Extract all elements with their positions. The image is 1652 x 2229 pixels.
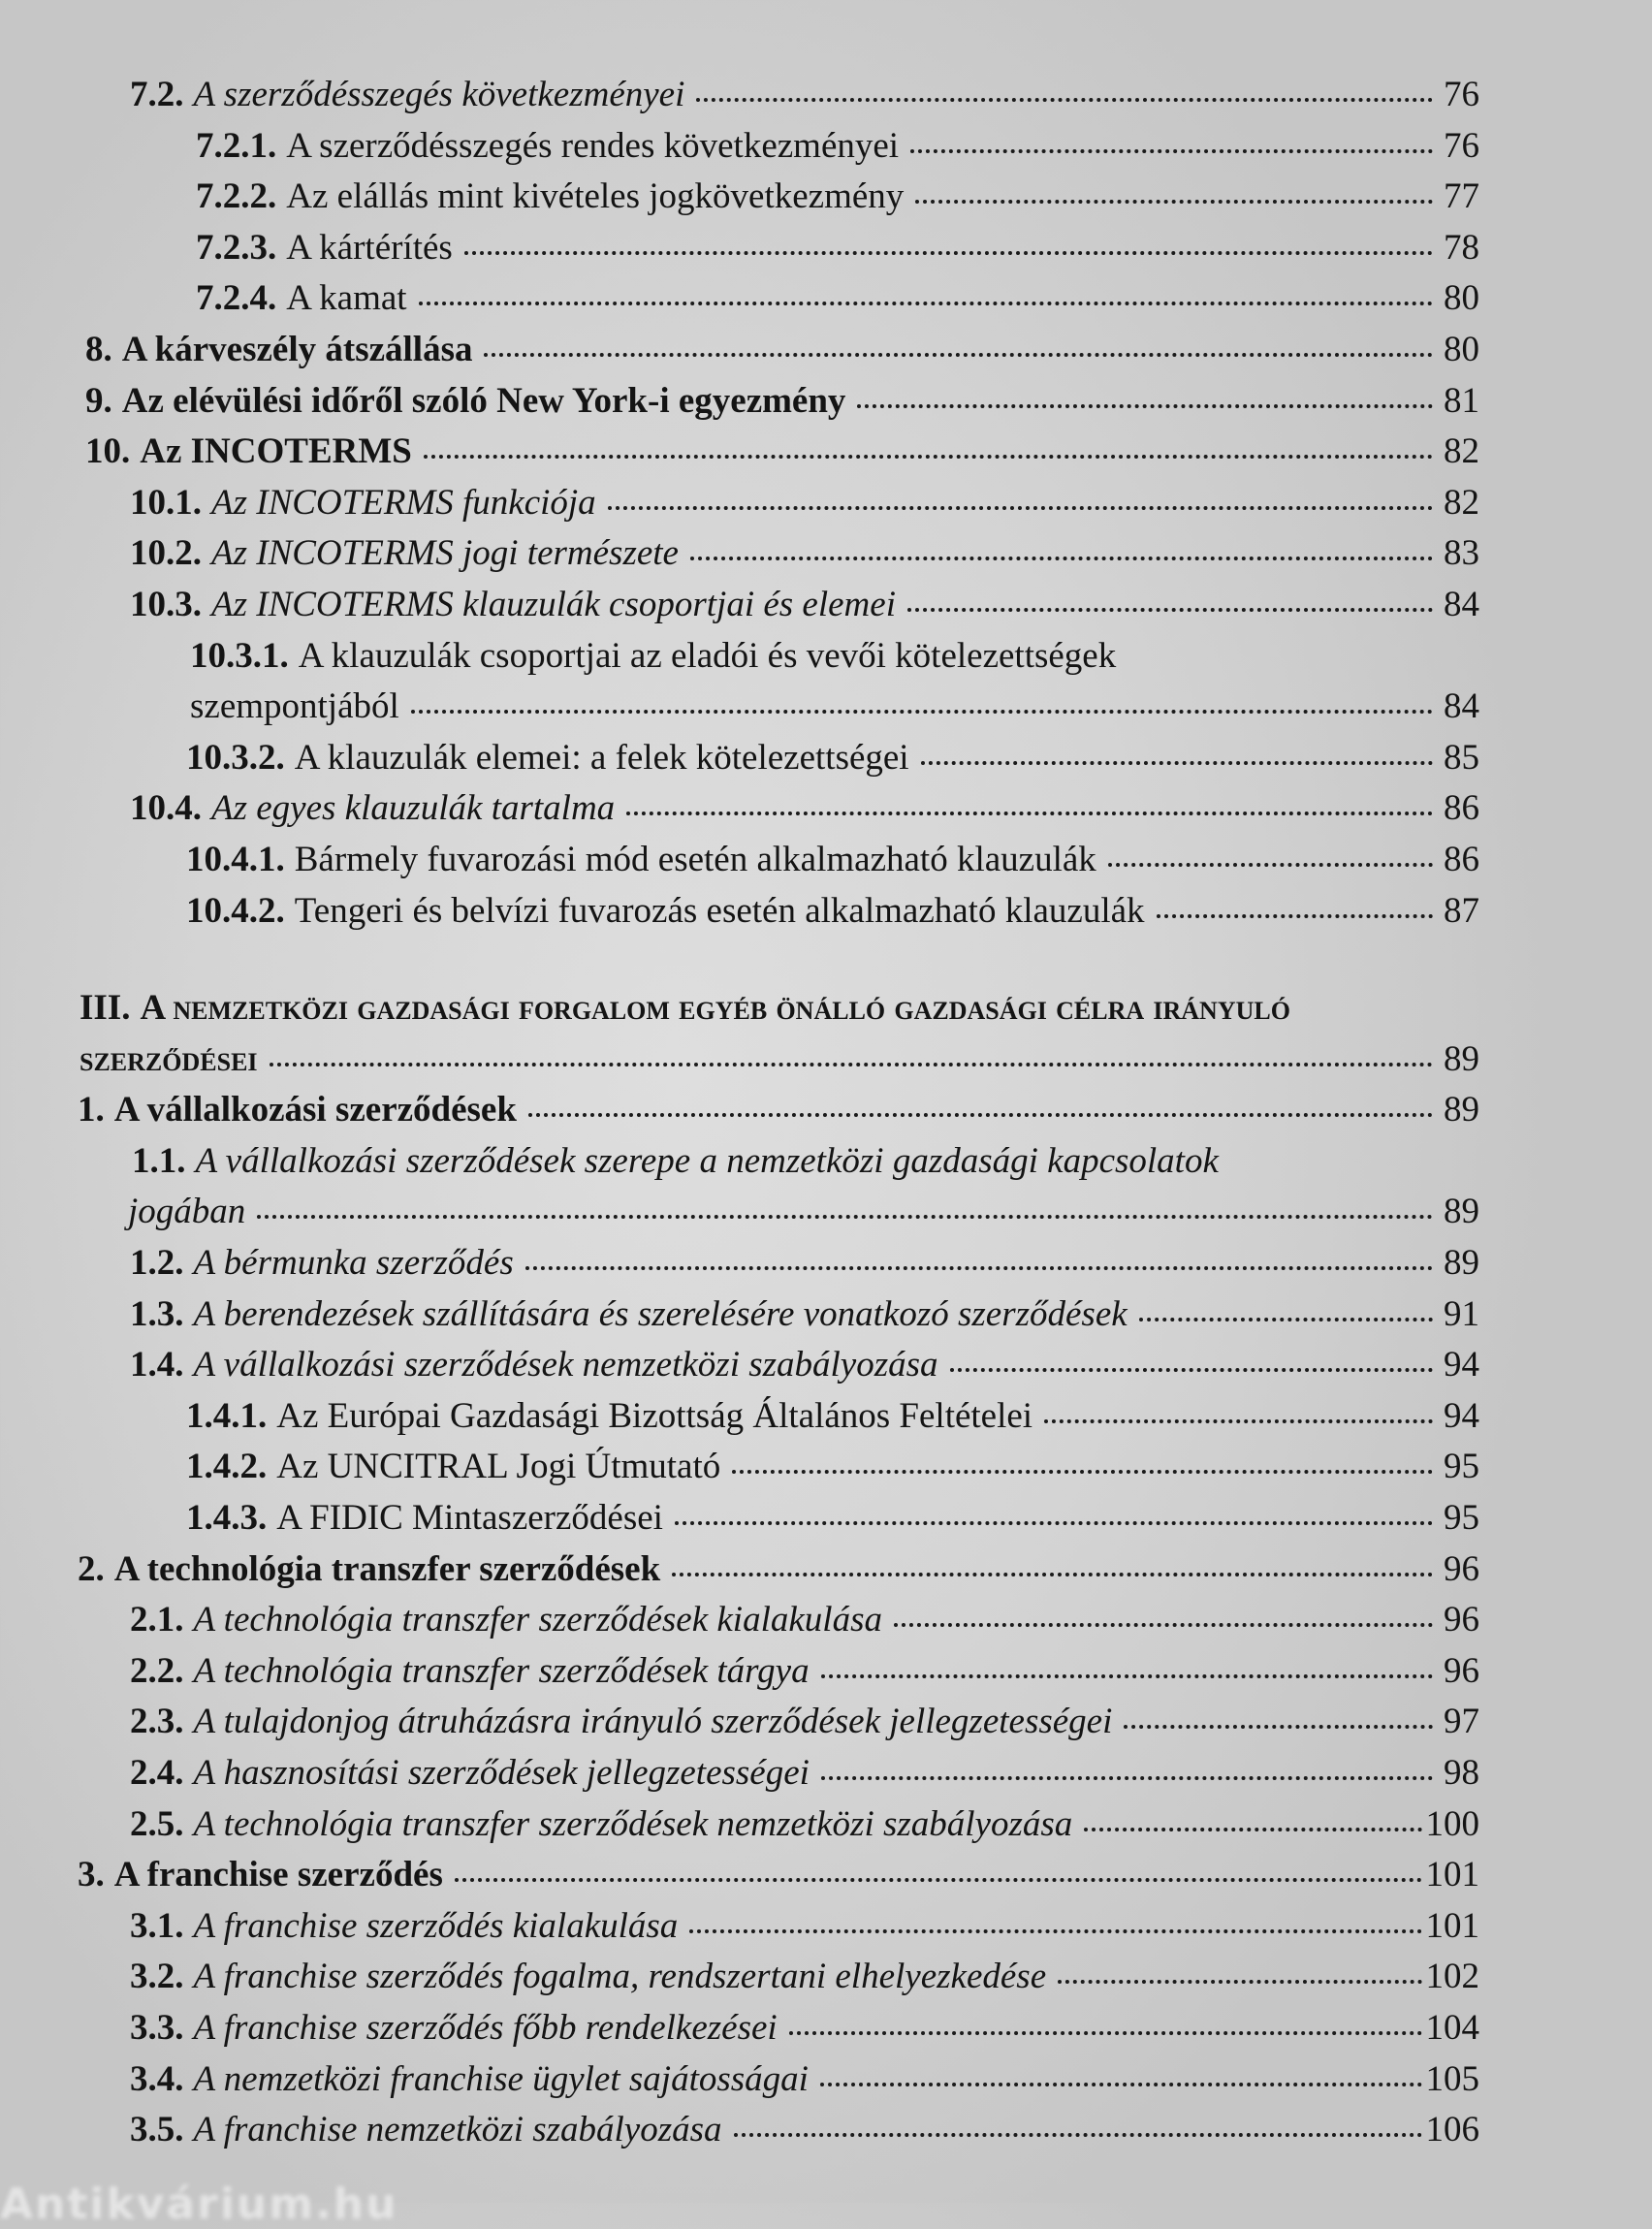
- page-number: 84: [1444, 584, 1479, 624]
- section-title: A technológia transzfer szerződések: [113, 1548, 661, 1589]
- section-title: Az INCOTERMS klauzulák csoportjai és elemei: [211, 584, 896, 624]
- toc-entry: [0, 1290, 1652, 1341]
- page-number: 89: [1444, 1038, 1479, 1079]
- section-title: A hasznosítási szerződések jellegzetességei: [193, 1753, 810, 1793]
- section-title: A kártérítés: [286, 227, 453, 268]
- page-number: 98: [1444, 1753, 1479, 1793]
- toc-entry: [0, 733, 1652, 784]
- section-number: 10.4.2.: [186, 890, 285, 931]
- section-title: A vállalkozási szerződések nemzetközi szabályozása: [193, 1345, 938, 1385]
- dot-leader: [910, 149, 1433, 153]
- section-number: 8.: [85, 329, 112, 369]
- dot-leader: [626, 812, 1433, 815]
- page-number: 77: [1444, 176, 1479, 217]
- section-number: 3.2.: [130, 1957, 184, 1997]
- page-number: 96: [1444, 1548, 1479, 1589]
- section-title: A bérmunka szerződés: [193, 1243, 514, 1284]
- page-number: 86: [1444, 788, 1479, 829]
- page-number: 84: [1444, 686, 1479, 727]
- section-title: Az elállás mint kivételes jogkövetkezmény: [286, 176, 905, 217]
- page-number: 106: [1425, 2110, 1479, 2150]
- page-number: 96: [1444, 1600, 1479, 1640]
- section-number: 10.: [85, 431, 131, 472]
- toc-entry: [0, 2003, 1652, 2054]
- page-number: 83: [1444, 533, 1479, 574]
- section-title-continued: szempontjából: [190, 686, 399, 727]
- table-of-contents: [0, 70, 1652, 2156]
- page-number: 94: [1444, 1345, 1479, 1385]
- toc-entry: [0, 1493, 1652, 1544]
- dot-leader: [1108, 863, 1433, 867]
- dot-leader: [411, 710, 1433, 714]
- section-title: A technológia transzfer szerződések tárgya: [193, 1650, 810, 1691]
- section-title: A franchise nemzetközi szabályozása: [193, 2110, 722, 2150]
- section-number: 2.1.: [130, 1600, 184, 1640]
- toc-entry: [0, 1340, 1652, 1391]
- dot-leader: [608, 506, 1433, 510]
- page-number: 101: [1425, 1905, 1479, 1946]
- page-number: 94: [1444, 1395, 1479, 1436]
- section-title: Az egyes klauzulák tartalma: [211, 788, 616, 829]
- section-title: A FIDIC Mintaszerződései: [276, 1498, 663, 1539]
- toc-entry: [0, 2105, 1652, 2156]
- dot-leader: [789, 2031, 1422, 2035]
- dot-leader: [1157, 914, 1433, 918]
- watermark: Antikvárium.hu: [0, 2180, 398, 2229]
- page-number: 102: [1425, 1957, 1479, 1997]
- page-number: 96: [1444, 1650, 1479, 1691]
- dot-leader: [419, 302, 1433, 305]
- section-number: 1.4.2.: [186, 1447, 268, 1487]
- section-number: 7.2.3.: [196, 227, 277, 268]
- dot-leader: [734, 2133, 1422, 2137]
- toc-entry: [0, 1442, 1652, 1493]
- section-title: Az INCOTERMS funkciója: [211, 482, 596, 523]
- page-number: 82: [1444, 482, 1479, 523]
- section-title: A kamat: [286, 278, 407, 319]
- page-number: 80: [1444, 329, 1479, 369]
- toc-entry: [0, 1952, 1652, 2003]
- page-number: 89: [1444, 1243, 1479, 1284]
- toc-entry: [0, 1850, 1652, 1901]
- section-title: Az UNCITRAL Jogi Útmutató: [276, 1447, 721, 1487]
- dot-leader: [672, 1573, 1433, 1576]
- toc-entry: [0, 1187, 1652, 1238]
- dot-leader: [857, 404, 1433, 408]
- section-title: A tulajdonjog átruházásra irányuló szerződések jellegzetességei: [193, 1702, 1113, 1742]
- section-number: 2.3.: [130, 1702, 184, 1742]
- toc-entry: [0, 427, 1652, 478]
- section-number: 2.: [78, 1548, 105, 1589]
- toc-entry: [0, 528, 1652, 580]
- toc-entry: [0, 2054, 1652, 2106]
- dot-leader: [821, 1674, 1433, 1678]
- section-number: 3.1.: [130, 1905, 184, 1946]
- toc-entry: [0, 1238, 1652, 1290]
- section-number: 1.1.: [132, 1140, 186, 1181]
- toc-entry: [0, 121, 1652, 173]
- dot-leader: [455, 1878, 1422, 1882]
- page-number: 82: [1444, 431, 1479, 472]
- dot-leader: [1139, 1318, 1433, 1321]
- section-number: 1.3.: [130, 1293, 184, 1334]
- section-number: 3.4.: [130, 2058, 184, 2099]
- dot-leader: [696, 98, 1433, 102]
- dot-leader: [732, 1470, 1433, 1474]
- page-number: 89: [1444, 1192, 1479, 1232]
- section-number: 1.4.1.: [186, 1395, 268, 1436]
- page-number: 95: [1444, 1498, 1479, 1539]
- toc-entry: [0, 682, 1652, 733]
- page-number: 100: [1425, 1803, 1479, 1844]
- part-number: III.: [79, 988, 131, 1029]
- toc-entry: [0, 223, 1652, 274]
- dot-leader: [257, 1215, 1433, 1219]
- toc-entry: [0, 273, 1652, 325]
- toc-entry: [0, 1748, 1652, 1799]
- section-number: 10.3.2.: [186, 737, 285, 778]
- section-number: 2.4.: [130, 1753, 184, 1793]
- section-gap: [0, 937, 1652, 983]
- section-title: A technológia transzfer szerződések nemzetközi szabályozása: [193, 1803, 1073, 1844]
- dot-leader: [820, 2083, 1422, 2086]
- section-title: A nemzetközi franchise ügylet sajátosságai: [193, 2058, 809, 2099]
- section-number: 2.5.: [130, 1803, 184, 1844]
- section-number: 10.3.: [130, 584, 202, 624]
- dot-leader: [950, 1368, 1433, 1372]
- page-number: 97: [1444, 1702, 1479, 1742]
- page-number: 104: [1425, 2007, 1479, 2048]
- dot-leader: [675, 1521, 1433, 1525]
- section-title: A szerződésszegés rendes következményei: [286, 125, 900, 166]
- dot-leader: [270, 1063, 1433, 1067]
- section-title: A vállalkozási szerződések: [113, 1090, 517, 1130]
- section-number: 7.2.1.: [196, 125, 277, 166]
- dot-leader: [821, 1776, 1433, 1780]
- dot-leader: [525, 1266, 1433, 1270]
- section-title: Az INCOTERMS jogi természete: [211, 533, 679, 574]
- section-number: 1.: [78, 1090, 105, 1130]
- dot-leader: [690, 557, 1433, 560]
- section-title: Az elévülési időről szóló New York-i egyezmény: [121, 380, 846, 421]
- section-title: A franchise szerződés kialakulása: [193, 1905, 679, 1946]
- toc-entry: [0, 172, 1652, 223]
- part-heading: [0, 1035, 1652, 1086]
- page-number: 76: [1444, 125, 1479, 166]
- toc-entry: [0, 1697, 1652, 1748]
- dot-leader: [915, 200, 1433, 204]
- page-number: 85: [1444, 737, 1479, 778]
- section-title: Bármely fuvarozási mód esetén alkalmazható klauzulák: [294, 839, 1096, 879]
- section-number: 1.2.: [130, 1243, 184, 1284]
- dot-leader: [921, 761, 1433, 765]
- toc-entry: [0, 325, 1652, 376]
- section-number: 7.2.: [130, 75, 184, 114]
- section-title: A franchise szerződés fogalma, rendszertani elhelyezkedése: [193, 1957, 1047, 1997]
- section-title: A berendezések szállítására és szerelésére vonatkozó szerződések: [193, 1293, 1128, 1334]
- dot-leader: [424, 455, 1433, 459]
- page-number: 101: [1425, 1855, 1479, 1895]
- section-title: A franchise szerződés főbb rendelkezései: [193, 2007, 778, 2048]
- dot-leader: [484, 353, 1433, 357]
- section-number: 10.4.: [130, 788, 202, 829]
- page-number: 87: [1444, 890, 1479, 931]
- toc-entry: [0, 1595, 1652, 1646]
- section-number: 7.2.4.: [196, 278, 277, 319]
- toc-entry: [0, 478, 1652, 529]
- toc-entry-line1: [0, 1136, 1652, 1188]
- dot-leader: [1058, 1980, 1421, 1984]
- page-number: 76: [1444, 75, 1479, 114]
- section-title: A klauzulák elemei: a felek kötelezettségei: [294, 737, 909, 778]
- toc-entry: [0, 1391, 1652, 1443]
- dot-leader: [528, 1113, 1433, 1117]
- page-number: 89: [1444, 1090, 1479, 1130]
- toc-entry: [0, 886, 1652, 938]
- dot-leader: [1084, 1828, 1421, 1831]
- part-title-continued: szerződései: [79, 1038, 258, 1079]
- section-number: 10.2.: [130, 533, 202, 574]
- dot-leader: [907, 608, 1433, 612]
- section-title: A vállalkozási szerződések szerepe a nemzetközi gazdasági kapcsolatok: [195, 1140, 1219, 1181]
- toc-entry: [0, 376, 1652, 428]
- toc-entry: [0, 783, 1652, 835]
- section-number: 3.5.: [130, 2110, 184, 2150]
- section-title: A klauzulák csoportjai az eladói és vevői kötelezettségek: [298, 635, 1117, 676]
- page-number: 91: [1444, 1293, 1479, 1334]
- page-number: 86: [1444, 839, 1479, 879]
- toc-entry: [0, 1901, 1652, 1953]
- section-title: A technológia transzfer szerződések kialakulása: [193, 1600, 882, 1640]
- toc-entry: [0, 1646, 1652, 1698]
- section-title-continued: jogában: [128, 1192, 246, 1232]
- part-title: A nemzetközi gazdasági forgalom egyéb önálló gazdasági célra irányuló: [140, 988, 1290, 1029]
- section-number: 3.: [78, 1855, 105, 1895]
- page-number: 95: [1444, 1447, 1479, 1487]
- section-number: 10.3.1.: [190, 635, 289, 676]
- toc-entry: [0, 1085, 1652, 1136]
- section-title: A franchise szerződés: [113, 1855, 443, 1895]
- section-title: Tengeri és belvízi fuvarozás esetén alkalmazható klauzulák: [294, 890, 1145, 931]
- section-number: 9.: [85, 380, 112, 421]
- page-number: 80: [1444, 278, 1479, 319]
- toc-entry-line1: [0, 631, 1652, 683]
- dot-leader: [689, 1929, 1421, 1933]
- section-number: 1.4.: [130, 1345, 184, 1385]
- section-number: 7.2.2.: [196, 176, 277, 217]
- page-number: 105: [1425, 2058, 1479, 2099]
- dot-leader: [894, 1623, 1433, 1627]
- toc-entry: [0, 580, 1652, 631]
- dot-leader: [1124, 1725, 1433, 1729]
- section-number: 2.2.: [130, 1650, 184, 1691]
- toc-entry: [0, 1544, 1652, 1596]
- section-title: Az Európai Gazdasági Bizottság Általános Feltételei: [276, 1395, 1033, 1436]
- page-number: 78: [1444, 227, 1479, 268]
- section-number: 10.4.1.: [186, 839, 285, 879]
- dot-leader: [464, 251, 1433, 255]
- section-number: 1.4.3.: [186, 1498, 268, 1539]
- toc-entry: [0, 1799, 1652, 1851]
- toc-entry: [0, 70, 1652, 121]
- page-number: 81: [1444, 380, 1479, 421]
- section-title: A szerződésszegés következményei: [193, 75, 685, 114]
- part-heading-line1: [0, 983, 1652, 1035]
- section-number: 10.1.: [130, 482, 202, 523]
- section-title: Az INCOTERMS: [140, 431, 412, 472]
- dot-leader: [1044, 1419, 1433, 1423]
- section-title: A kárveszély átszállása: [121, 329, 473, 369]
- toc-entry: [0, 835, 1652, 886]
- section-number: 3.3.: [130, 2007, 184, 2048]
